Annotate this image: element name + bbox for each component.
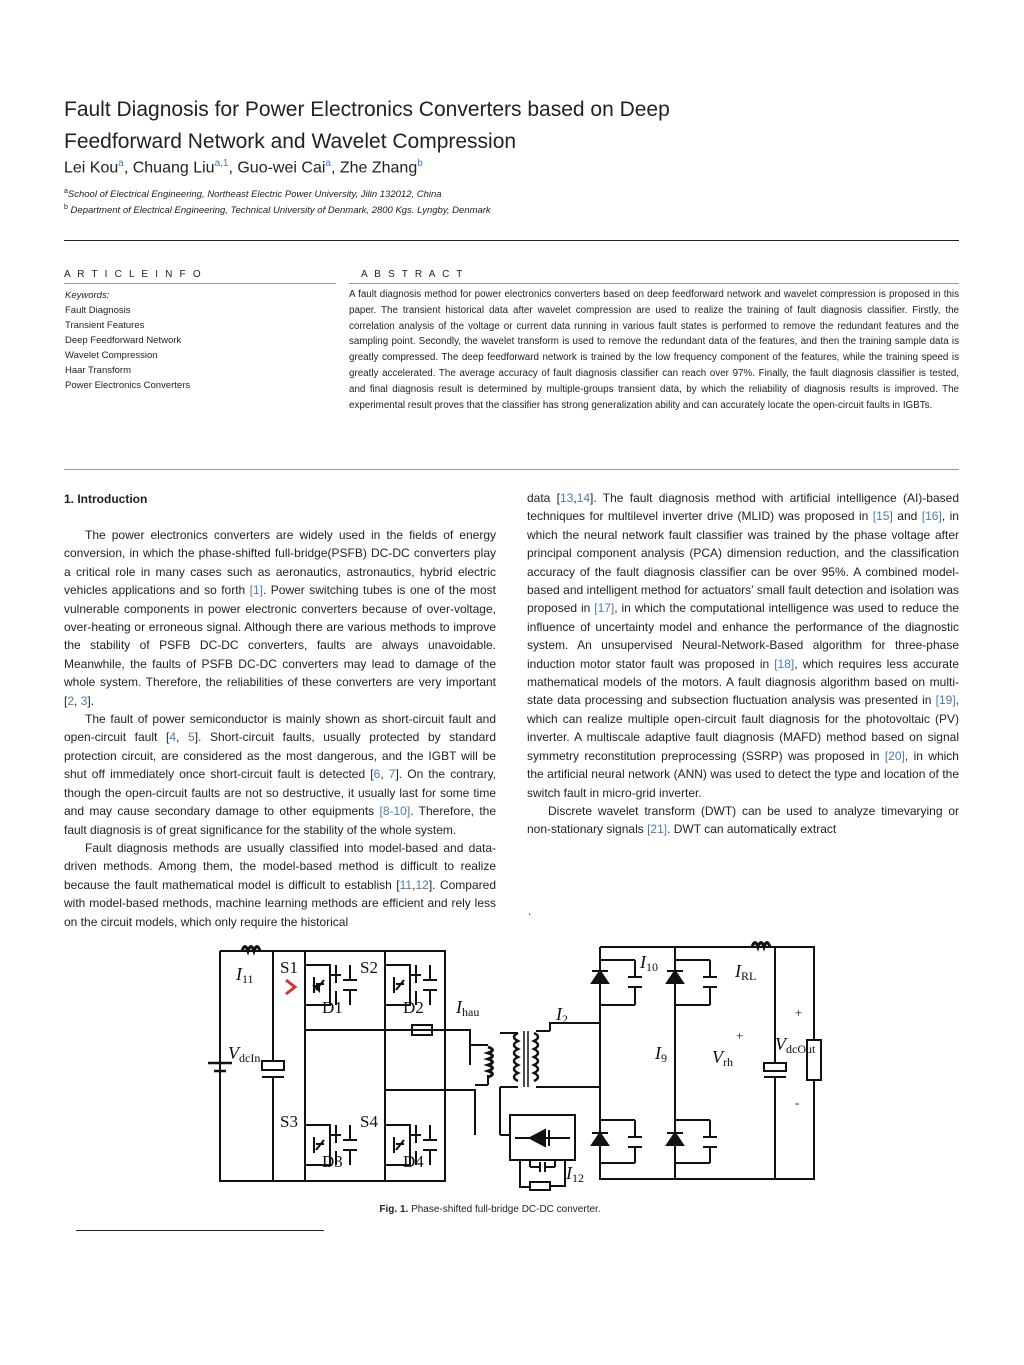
citation-link[interactable]: 5: [188, 730, 195, 745]
citation-link[interactable]: 12: [415, 877, 429, 892]
author-affil-mark: a: [325, 158, 331, 169]
citation-link[interactable]: [15]: [872, 509, 893, 524]
keyword-item: Power Electronics Converters: [65, 380, 191, 391]
series-inductor: [488, 1047, 493, 1077]
keywords-label: Keywords:: [65, 290, 110, 301]
author-affil-mark: b: [417, 158, 423, 169]
paragraph: data [13,14]. The fault diagnosis method with artificial intelligence (AI)-based techniques for multilevel inverter drive (MLID) was proposed in [15] and [16], in which the neural network fault classifier was trained by the phase voltage after principal component analysis (PCA) dimension reduction, and the classification accuracy of the fault diagnosis classifier can be over 95%. A combined model-based and intelligent method for actuators’ small fault detection and isolation was proposed in [17], in which the computational intelligence was used to reduce the influence of uncertainty model and enhance the performance of the diagnostic system. An unsupervised Neural-Network-Based algorithm for three-phase induction motor stator fault was proposed in [18], which requires less accurate mathematical models of the motors. A fault diagnosis algorithm based on multi-state data processing and subsection fluctuation analysis was presented in [19], which can realize multiple open-circuit fault diagnosis for the photovoltaic (PV) inverter. A multiscale adaptive fault diagnosis (MAFD) method based on signal symmetry reconstitution preprocessing (SSRP) was proposed in [20], in which the artificial neural network (ANN) was used to detect the type and location of the switch fault in micro-grid inverter.: [527, 491, 960, 800]
caption-text: Phase-shifted full-bridge DC-DC converter.: [408, 1204, 601, 1215]
paragraph: Fault diagnosis methods are usually classified into model-based and data-driven methods. Among them, the model-based method is difficult to realize because the fault mathematical model is difficult to establish [11,12]. Compared with model-based methods, machine learning methods are efficient and rely less on the circuit models, which only require the historical: [64, 840, 496, 929]
transformer-secondary: [534, 1033, 538, 1081]
clamp-resistor: [530, 1182, 550, 1190]
rectifier-diode: [592, 1133, 608, 1145]
clamp-cap: [530, 1160, 555, 1172]
section-heading: 1. Introduction: [64, 492, 148, 506]
bridge-midpoint-wire: [305, 1030, 475, 1135]
circuit-diagram: [200, 935, 830, 1197]
label-s1: S1: [280, 958, 298, 977]
article-info-heading: A R T I C L E I N F O: [64, 269, 203, 280]
label-i9: I9: [655, 1043, 667, 1065]
citation-link[interactable]: 6: [373, 767, 381, 782]
citation-link[interactable]: [21]: [647, 822, 668, 837]
snubber-cap: [343, 1125, 357, 1165]
figure-caption: [0, 1204, 980, 1215]
citation-link[interactable]: 11: [399, 877, 413, 892]
author-list: Lei Kou$^a$, Chuang Liu$^{a,1}$, Guo-wei Cai$^a$, Zhe Zhang$^b$: [64, 158, 423, 177]
author-name: Lei Kou: [64, 159, 119, 177]
affiliation-a: $^a$School of Electrical Engineering, Northeast Electric Power University, Jilin 132012, China: [64, 188, 442, 201]
output-capacitor: [764, 1063, 786, 1071]
bridge-rail: [365, 951, 445, 1181]
citation-link[interactable]: [17]: [594, 601, 615, 616]
snubber-cap: [423, 1125, 437, 1165]
citation-link[interactable]: 2: [67, 693, 75, 708]
label-vdcin: VdcIn: [228, 1043, 261, 1065]
label-s4: S4: [360, 1112, 378, 1131]
citation-link[interactable]: 7: [388, 767, 396, 782]
left-column: [64, 526, 496, 931]
abstract-divider: [64, 469, 959, 470]
citation-link[interactable]: [20]: [884, 748, 905, 763]
citation-link[interactable]: [18]: [774, 656, 795, 671]
abstract-rule: [349, 283, 959, 284]
rectifier-diode: [667, 1133, 683, 1145]
abstract-heading: A B S T R A C T: [361, 269, 465, 280]
label-d1: D1: [322, 998, 343, 1017]
citation-link[interactable]: [16]: [921, 509, 942, 524]
keyword-item: Deep Feedforward Network: [65, 335, 182, 346]
label-d4: D4: [403, 1152, 424, 1171]
rectifier-diode: [592, 971, 608, 983]
author-name: Guo-wei Cai: [237, 159, 326, 177]
label-d3: D3: [322, 1152, 343, 1171]
label-minus: -: [795, 1095, 800, 1110]
input-capacitor: [262, 1061, 284, 1070]
keyword-item: Fault Diagnosis: [65, 305, 131, 316]
citation-link[interactable]: [1]: [249, 583, 264, 598]
citation-link[interactable]: 4: [169, 730, 177, 745]
paragraph: Discrete wavelet transform (DWT) can be used to analyze timevarying or non-stationary signals [21]. DWT can automatically extract: [527, 803, 959, 837]
keyword-item: Transient Features: [65, 320, 145, 331]
label-d2: D2: [403, 998, 424, 1017]
header-divider: [64, 240, 959, 241]
label-i12: I12: [566, 1163, 584, 1185]
citation-link[interactable]: 13: [559, 491, 574, 505]
author-affil-mark: a: [118, 158, 124, 169]
snubber-cap: [343, 965, 357, 1005]
label-i10: I10: [640, 952, 658, 974]
label-s2: S2: [360, 958, 378, 977]
paragraph: The power electronics converters are widely used in the fields of energy conversion, in which the phase-shifted full-bridge(PSFB) DC-DC converters play a critical role in many cases such as aeronautics, astronautics, hybrid electric vehicles applications and so forth [1]. Power switching tubes is one of the most vulnerable components in power electronic converters because of over-voltage, over-heating or erroneous signal. Although there are various methods to improve the stability of PSFB DC-DC converters, faults are always unavoidable. Meanwhile, the faults of PSFB DC-DC converters may lead to damage of the whole system. Therefore, the reliabilities of these converters are very important [2, 3].: [64, 528, 497, 708]
citation-link[interactable]: [8-10]: [379, 804, 411, 819]
affiliation-b: $^b$ Department of Electrical Engineering, Technical University of Denmark, 2800 Kgs. Lyngby, Denmark: [64, 204, 491, 217]
transformer-primary: [514, 1033, 518, 1081]
label-i11: I11: [236, 964, 254, 986]
footnote-rule: [76, 1230, 324, 1231]
paragraph: The fault of power semiconductor is mainly shown as short-circuit fault and open-circuit fault [4, 5]. Short-circuit faults, usually protected by standard protection circuit, are considered as the most dangerous, and the IGBT will be shut off immediately once short-circuit fault is detected [6, 7]. On the contrary, though the open-circuit faults are not so destructive, it usually last for some time and may cause secondary damage to other equipments [8-10]. Therefore, the fault diagnosis is of great significance for the stability of the whole system.: [64, 712, 497, 837]
author-affil-mark: a,1: [214, 158, 229, 169]
keyword-item: Wavelet Compression: [65, 350, 158, 361]
author-name: Chuang Liu: [132, 159, 215, 177]
keywords-block: [65, 288, 190, 393]
label-vdcout: VdcOut: [775, 1034, 816, 1056]
paper-title: [64, 94, 764, 158]
citation-link[interactable]: 3: [80, 693, 88, 708]
stray-dot: .: [528, 904, 532, 918]
title-line-1: Fault Diagnosis for Power Electronics Converters based on Deep: [64, 98, 670, 121]
citation-link[interactable]: [19]: [935, 693, 956, 708]
caption-label: Fig. 1.: [379, 1204, 409, 1215]
label-plus: +: [795, 1005, 803, 1020]
article-info-rule: [64, 283, 336, 284]
rectifier-diode: [667, 971, 683, 983]
label-s3: S3: [280, 1112, 298, 1131]
snubber-cap: [423, 965, 437, 1005]
author-name: Zhe Zhang: [339, 159, 418, 177]
label-irl: IRL: [735, 961, 757, 983]
label-vrh: Vrh: [712, 1047, 733, 1069]
label-ihau: Ihau: [456, 997, 480, 1019]
abstract-text: A fault diagnosis method for power electronics converters based on deep feedforward network and wavelet compression is proposed in this paper. The transient historical data after wavelet compression are used to realize the training of fault diagnosis classifier. Firstly, the correlation analysis of the voltage or current data running in various fault states is performed to remove the redundant features and the sampling point. Secondly, the wavelet transform is used to remove the redundant data of the features, and then the training sample data is greatly compressed. The deep feedforward network is trained by the low frequency component of the features, while the training speed is greatly accelerated. The average accuracy of fault diagnosis classifier can reach over 97%. Finally, the fault diagnosis classifier is tested, and final diagnosis result is determined by multiple-groups transient data, by which the reliability of diagnosis results is improved. The experimental result proves that the classifier has strong generalization ability and can accurately locate the open-circuit faults in IGBTs.: [349, 289, 959, 411]
label-plus: +: [736, 1028, 744, 1043]
right-column: [527, 489, 959, 839]
label-i2: I2: [556, 1004, 568, 1026]
title-line-2: Feedforward Network and Wavelet Compression: [64, 130, 517, 153]
citation-link[interactable]: 14: [576, 491, 591, 505]
transformer-core: [524, 1031, 528, 1087]
keyword-item: Haar Transform: [65, 365, 131, 376]
